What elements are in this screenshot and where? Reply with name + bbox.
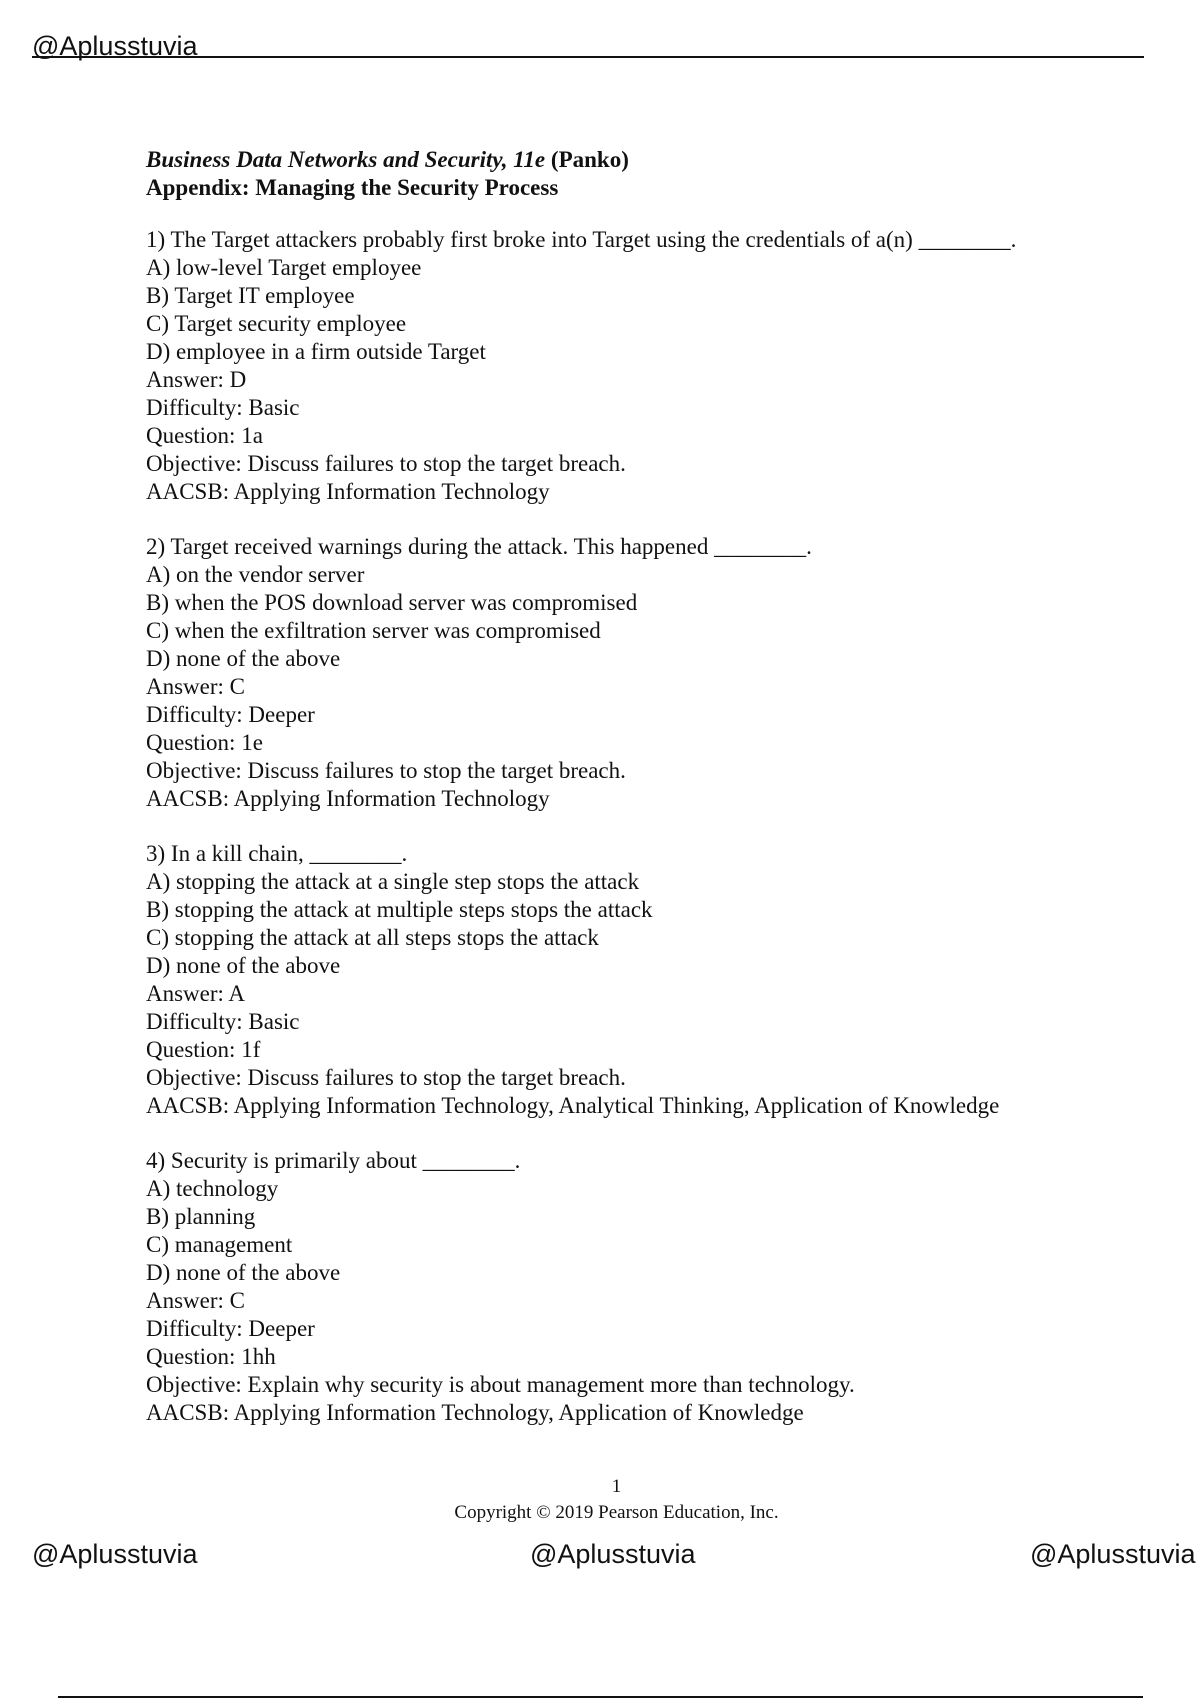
question-reference: Question: 1e: [146, 730, 263, 755]
aacsb: AACSB: Applying Information Technology, Analytical Thinking, Application of Knowledge: [146, 1093, 1000, 1118]
question-stem: 3) In a kill chain, ________.: [146, 841, 408, 866]
answer-option: B) stopping the attack at multiple steps stops the attack: [146, 897, 653, 922]
answer-option: B) Target IT employee: [146, 283, 355, 308]
question-stem: 1) The Target attackers probably first broke into Target using the credentials of a(n) ________.: [146, 227, 1017, 252]
answer-option: C) management: [146, 1232, 293, 1257]
question-reference: Question: 1f: [146, 1037, 261, 1062]
difficulty: Difficulty: Deeper: [146, 1316, 315, 1341]
book-author: (Panko): [550, 147, 629, 172]
answer-option: C) when the exfiltration server was compromised: [146, 618, 601, 643]
document-body: [146, 146, 1146, 1454]
question-reference: Question: 1hh: [146, 1344, 276, 1369]
difficulty: Difficulty: Basic: [146, 395, 300, 420]
question-stem: 4) Security is primarily about ________.: [146, 1148, 521, 1173]
page-number: 1: [611, 1476, 622, 1497]
answer-key: Answer: C: [146, 674, 246, 699]
answer-option: D) none of the above: [146, 646, 341, 671]
objective: Objective: Discuss failures to stop the target breach.: [146, 451, 626, 476]
answer-option: D) none of the above: [146, 1260, 341, 1285]
answer-option: C) Target security employee: [146, 311, 407, 336]
aacsb: AACSB: Applying Information Technology: [146, 479, 550, 504]
difficulty: Difficulty: Deeper: [146, 702, 315, 727]
answer-option: A) stopping the attack at a single step stops the attack: [146, 869, 640, 894]
book-title-italic: Business Data Networks and Security, 11e: [146, 147, 546, 172]
answer-key: Answer: D: [146, 367, 247, 392]
watermark-bottom-right: @Aplusstuvia: [1030, 1539, 1196, 1569]
question-item: [146, 533, 1146, 813]
answer-option: D) employee in a firm outside Target: [146, 339, 486, 364]
copyright-notice: Copyright © 2019 Pearson Education, Inc.: [454, 1502, 779, 1523]
objective: Objective: Discuss failures to stop the target breach.: [146, 758, 626, 783]
watermark-bottom-left: @Aplusstuvia: [32, 1539, 198, 1569]
question-stem: 2) Target received warnings during the attack. This happened ________.: [146, 534, 812, 559]
book-title: [146, 146, 1146, 174]
footer-rule: [58, 1696, 1143, 1698]
watermark-top: @Aplusstuvia: [32, 31, 198, 61]
objective: Objective: Discuss failures to stop the target breach.: [146, 1065, 626, 1090]
answer-option: A) on the vendor server: [146, 562, 365, 587]
header-rule: [32, 56, 1144, 58]
question-item: [146, 1147, 1146, 1427]
question-item: [146, 840, 1146, 1120]
answer-option: B) planning: [146, 1204, 256, 1229]
answer-option: C) stopping the attack at all steps stops the attack: [146, 925, 599, 950]
answer-option: D) none of the above: [146, 953, 341, 978]
question-reference: Question: 1a: [146, 423, 263, 448]
watermark-bottom-center: @Aplusstuvia: [530, 1539, 696, 1569]
difficulty: Difficulty: Basic: [146, 1009, 300, 1034]
answer-option: A) technology: [146, 1176, 279, 1201]
answer-key: Answer: A: [146, 981, 246, 1006]
chapter-title: Appendix: Managing the Security Process: [146, 175, 559, 200]
answer-option: B) when the POS download server was compromised: [146, 590, 638, 615]
aacsb: AACSB: Applying Information Technology: [146, 786, 550, 811]
objective: Objective: Explain why security is about management more than technology.: [146, 1372, 855, 1397]
answer-key: Answer: C: [146, 1288, 246, 1313]
question-item: [146, 226, 1146, 506]
aacsb: AACSB: Applying Information Technology, Application of Knowledge: [146, 1400, 804, 1425]
answer-option: A) low-level Target employee: [146, 255, 422, 280]
